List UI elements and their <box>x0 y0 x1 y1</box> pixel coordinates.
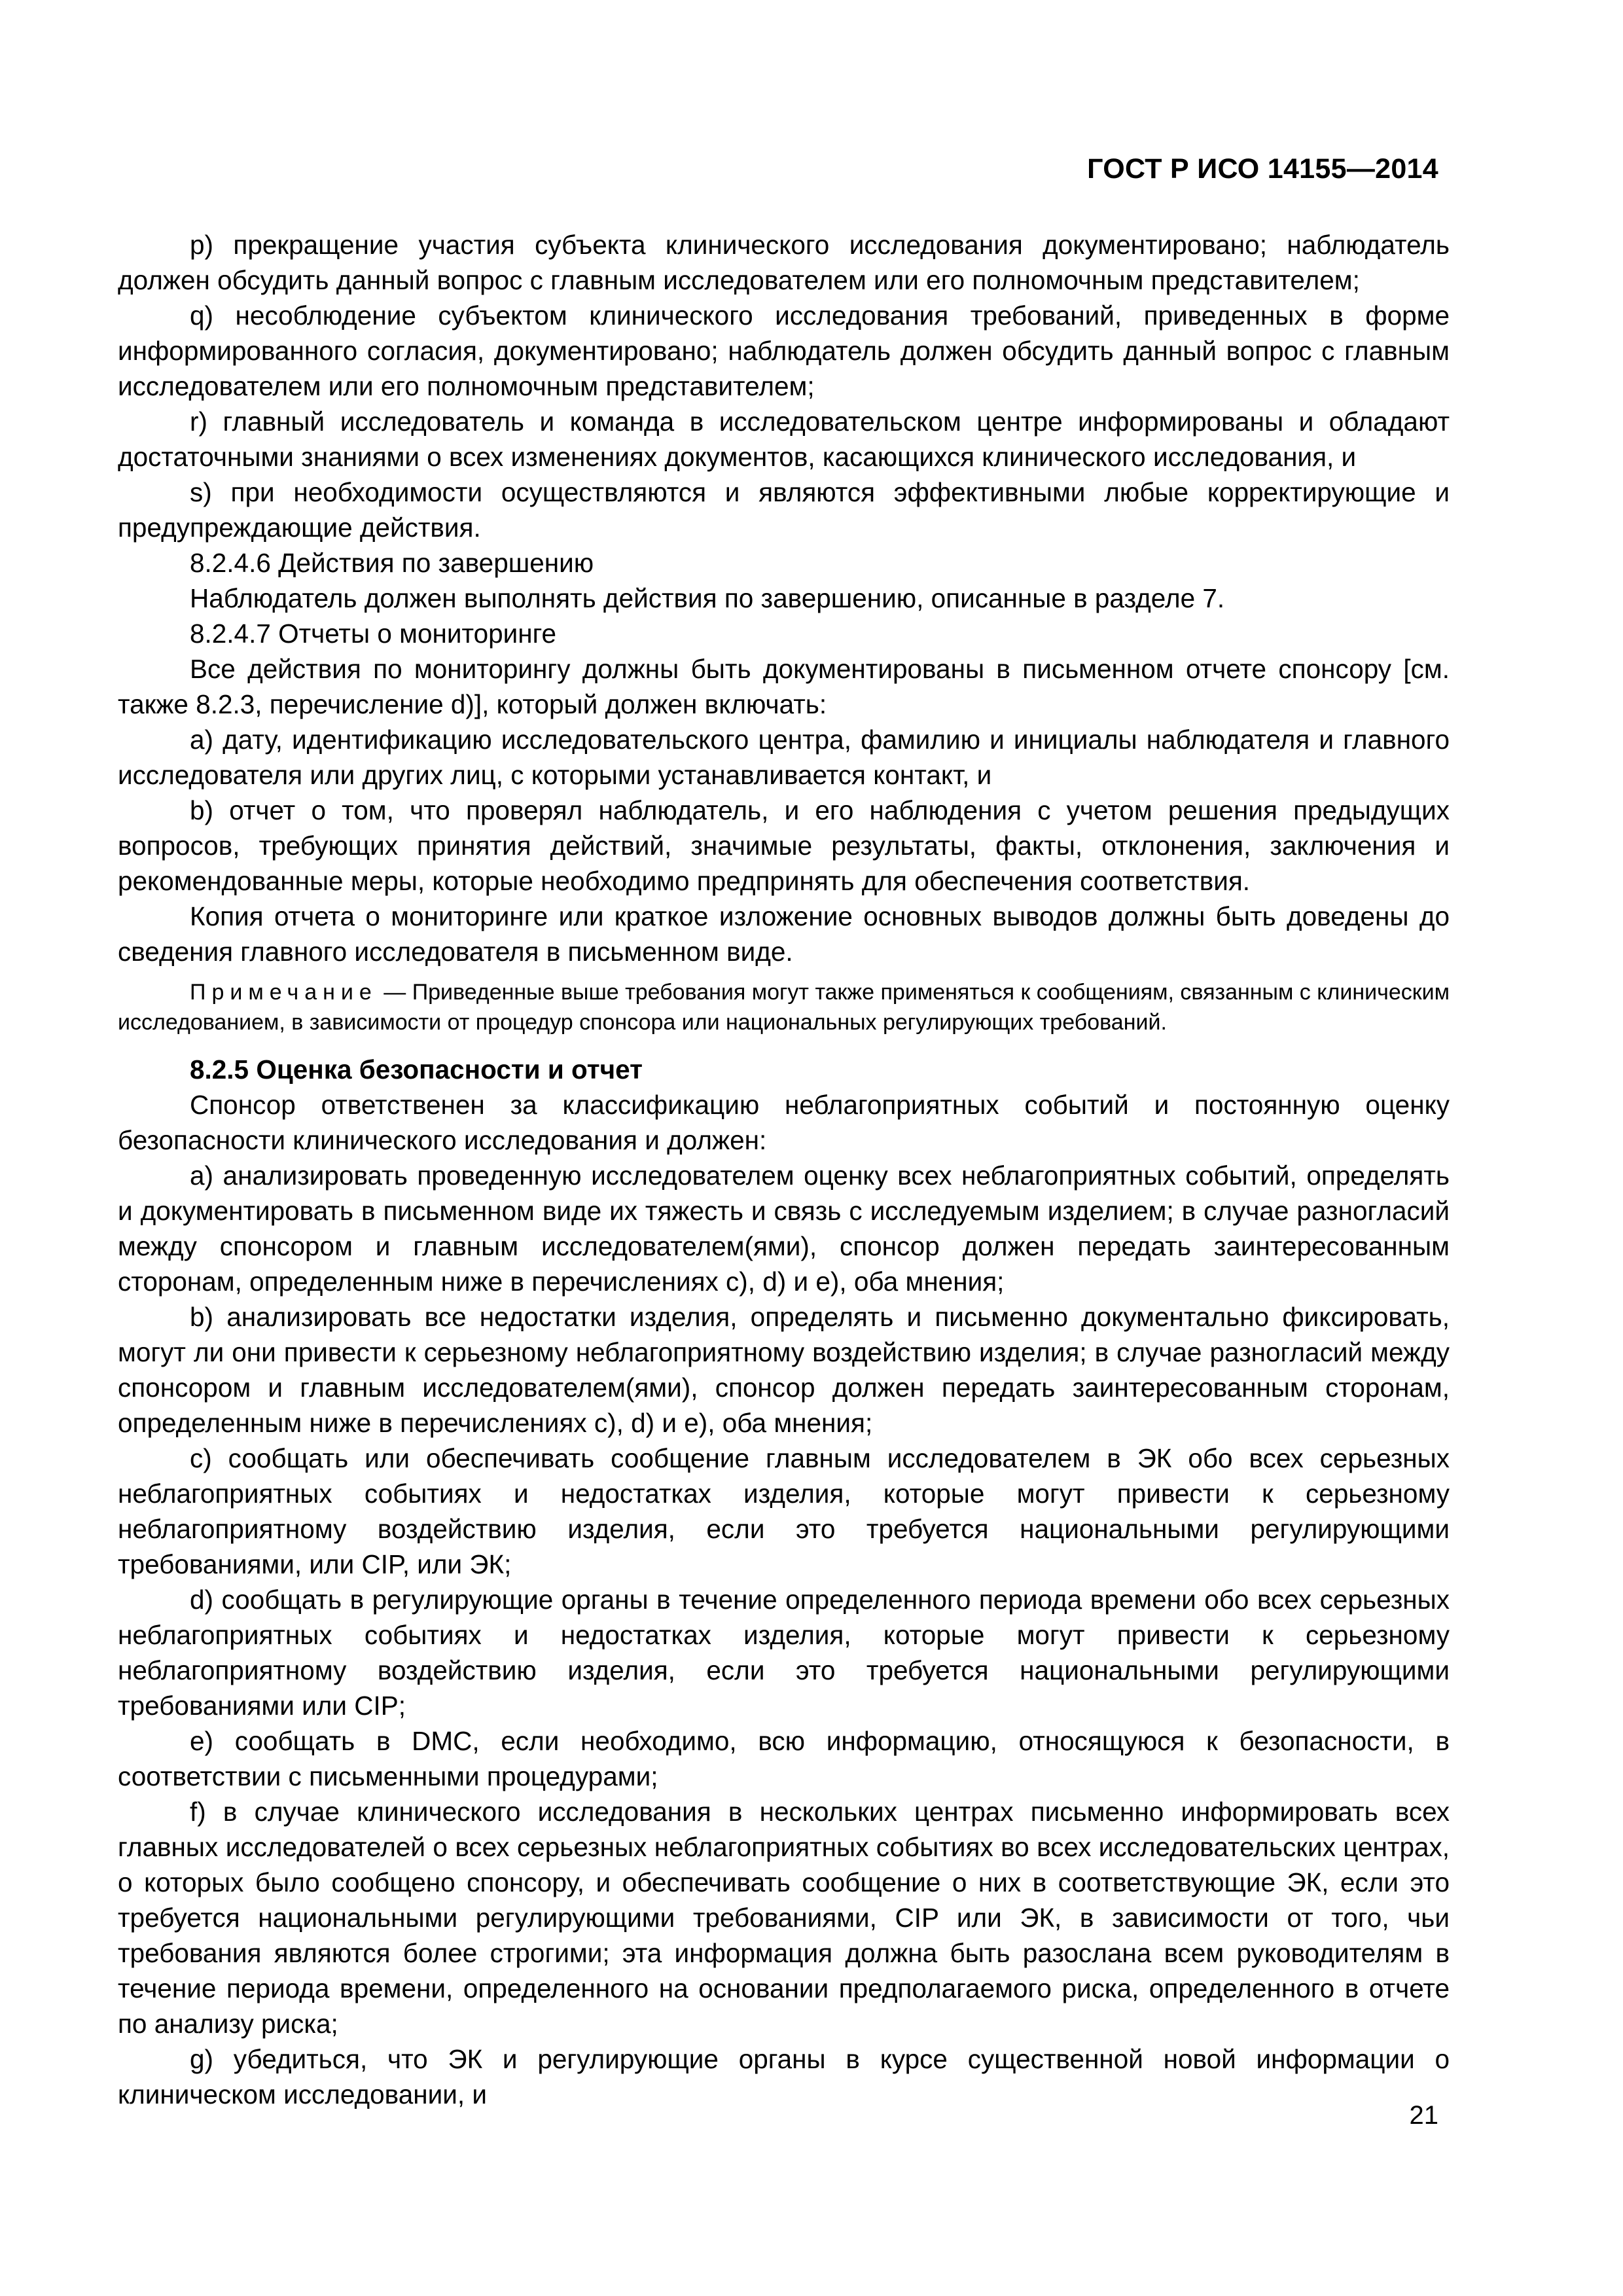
paragraph: Копия отчета о мониторинге или краткое изложение основных выводов должны быть доведены до сведения главного исследователя в письменном виде. <box>118 901 1450 967</box>
list-item-a: a) анализировать проведенную исследователем оценку всех неблагоприятных событий, определять и документировать в письменном виде их тяжесть и связь с исследуемым изделием; в случае разногласий между спонсором и главным исследователем(ями), спонсор должен передать заинтересованным сторонам, определенным ниже в перечислениях c), d) и e), оба мнения; <box>118 1160 1450 1297</box>
list-item-d: d) сообщать в регулирующие органы в течение определенного периода времени обо всех серьезных неблагоприятных событиях и недостатках изделия, которые могут привести к серьезному неблагоприятному воздействию изделия, если это требуется национальными регулирующими требованиями или CIP; <box>118 1585 1450 1721</box>
list-item-b: b) отчет о том, что проверял наблюдатель, и его наблюдения с учетом решения предыдущих вопросов, требующих принятия действий, значимые результаты, факты, отклонения, заключения и рекомендованные меры, которые необходимо предпринять для обеспечения соответствия. <box>118 795 1450 896</box>
paragraph: Все действия по мониторингу должны быть документированы в письменном отчете спонсору [см. также 8.2.3, перечисление d)], который должен включать: <box>118 654 1450 719</box>
list-item-f: f) в случае клинического исследования в нескольких центрах письменно информировать всех главных исследователей о всех серьезных неблагоприятных событиях во всех исследовательских центрах, о которых было сообщено спонсору, и обеспечивать сообщение о них в соответствующие ЭК, если это требуется национальными регулирующими требованиями, CIP или ЭК, в зависимости от того, чьи требования являются более строгими; эта информация должна быть разослана всем руководителям в течение периода времени, определенного на основании предполагаемого риска, определенного в отчете по анализу риска; <box>118 1797 1450 2039</box>
note-label: Примечание <box>190 980 378 1005</box>
list-item-e: e) сообщать в DMC, если необходимо, всю информацию, относящуюся к безопасности, в соответствии с письменными процедурами; <box>118 1726 1450 1791</box>
page-number: 21 <box>1409 2101 1438 2130</box>
paragraph: Спонсор ответственен за классификацию неблагоприятных событий и постоянную оценку безопасности клинического исследования и должен: <box>118 1090 1450 1155</box>
list-item-q: q) несоблюдение субъектом клинического исследования требований, приведенных в форме информированного согласия, документировано; наблюдатель должен обсудить данный вопрос с главным исследователем или его полномочным представителем; <box>118 300 1450 401</box>
standard-header: ГОСТ Р ИСО 14155—2014 <box>1087 153 1438 185</box>
note-text: — Приведенные выше требования могут также применяться к сообщениям, связанным с клиническим исследованием, в зависимости от процедур спонсора или национальных регулирующих требований. <box>118 980 1450 1035</box>
list-item-r: r) главный исследователь и команда в исследовательском центре информированы и обладают достаточными знаниями о всех изменениях документов, касающихся клинического исследования, и <box>118 406 1450 472</box>
paragraph: Наблюдатель должен выполнять действия по завершению, описанные в разделе 7. <box>190 583 1225 613</box>
subsection-heading-8-2-4-6: 8.2.4.6 Действия по завершению <box>190 548 594 578</box>
list-item-b: b) анализировать все недостатки изделия, определять и письменно документально фиксировать, могут ли они привести к серьезному неблагоприятному воздействию изделия; в случае разногласий между спонсором и главным исследователем(ями), спонсор должен передать заинтересованным сторонам, определенным ниже в перечислениях c), d) и e), оба мнения; <box>118 1302 1450 1438</box>
document-body <box>118 227 1450 2112</box>
list-item-c: c) сообщать или обеспечивать сообщение главным исследователем в ЭК обо всех серьезных неблагоприятных событиях и недостатках изделия, которые могут привести к серьезному неблагоприятному воздействию изделия, если это требуется национальными регулирующими требованиями, или CIP, или ЭК; <box>118 1443 1450 1579</box>
list-item-a: a) дату, идентификацию исследовательского центра, фамилию и инициалы наблюдателя и главного исследователя или других лиц, с которыми устанавливается контакт, и <box>118 725 1450 790</box>
subsection-heading-8-2-4-7: 8.2.4.7 Отчеты о мониторинге <box>190 619 557 649</box>
list-item-s: s) при необходимости осуществляются и являются эффективными любые корректирующие и предупреждающие действия. <box>118 477 1450 543</box>
note <box>118 977 1450 1037</box>
list-item-p: p) прекращение участия субъекта клинического исследования документировано; наблюдатель должен обсудить данный вопрос с главным исследователем или его полномочным представителем; <box>118 230 1450 295</box>
section-title: 8.2.5 Оценка безопасности и отчет <box>190 1054 643 1085</box>
list-item-g: g) убедиться, что ЭК и регулирующие органы в курсе существенной новой информации о клиническом исследовании, и <box>118 2044 1450 2109</box>
